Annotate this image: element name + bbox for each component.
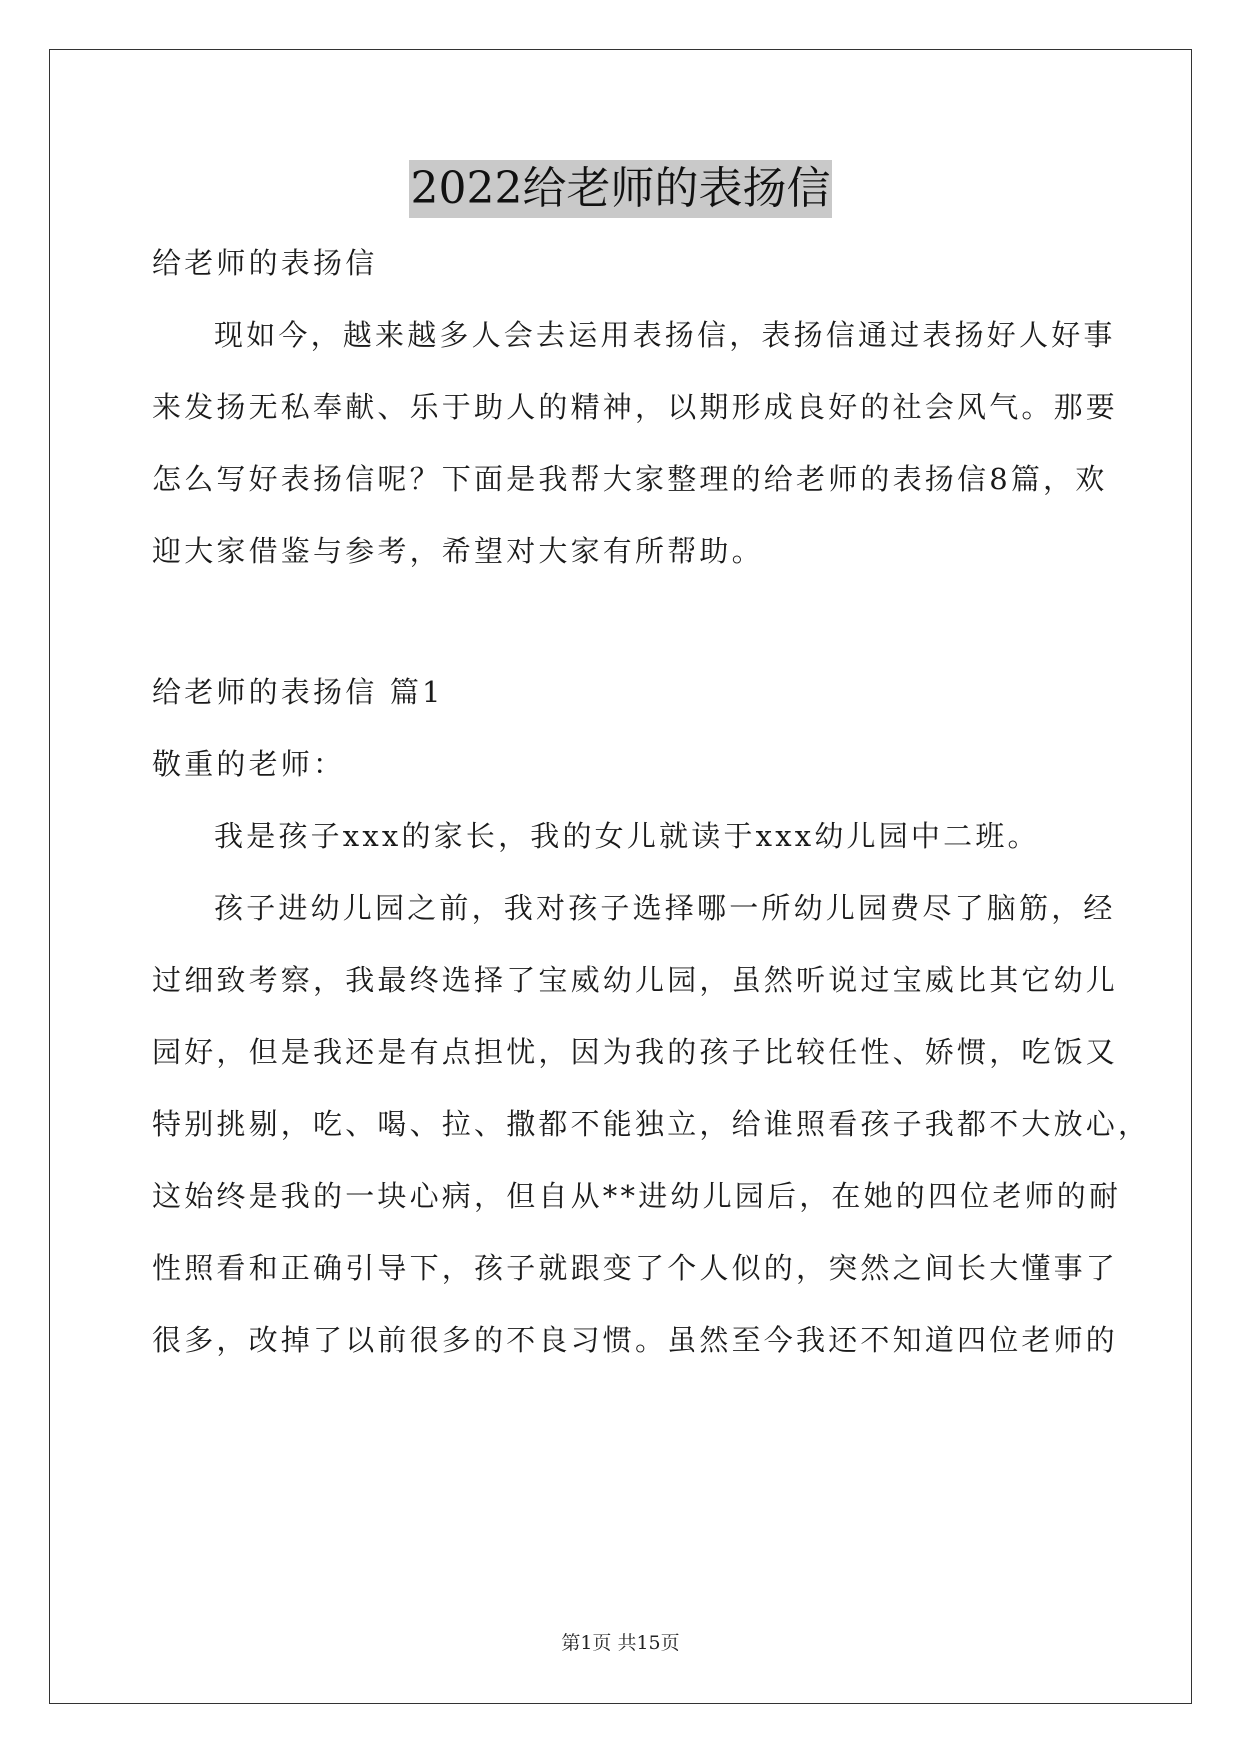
paragraph-line: 迎大家借鉴与参考，希望对大家有所帮助。 [152,534,764,568]
paragraph-line: 过细致考察，我最终选择了宝威幼儿园，虽然听说过宝威比其它幼儿 [152,963,1119,997]
paragraph-line: 孩子进幼儿园之前，我对孩子选择哪一所幼儿园费尽了脑筋，经 [214,891,1116,925]
salutation: 敬重的老师： [152,747,346,781]
paragraph-line: 我是孩子xxx的家长，我的女儿就读于xxx幼儿园中二班。 [214,819,1040,853]
paragraph-line: 特别挑剔，吃、喝、拉、撒都不能独立，给谁照看孩子我都不大放心， [152,1107,1151,1141]
paragraph-line: 现如今，越来越多人会去运用表扬信，表扬信通过表扬好人好事 [214,318,1116,352]
paragraph-line: 这始终是我的一块心病，但自从**进幼儿园后，在她的四位老师的耐 [152,1179,1122,1213]
title-container [0,160,1241,218]
paragraph-line: 很多，改掉了以前很多的不良习惯。虽然至今我还不知道四位老师的 [152,1323,1119,1357]
paragraph-line: 来发扬无私奉献、乐于助人的精神，以期形成良好的社会风气。那要 [152,390,1119,424]
paragraph-line: 怎么写好表扬信呢？下面是我帮大家整理的给老师的表扬信8篇，欢 [152,462,1108,496]
subtitle-line: 给老师的表扬信 [152,246,378,280]
paragraph-line: 性照看和正确引导下，孩子就跟变了个人似的，突然之间长大懂事了 [152,1251,1119,1285]
page-number-footer: 第1页 共15页 [561,1632,680,1654]
section-heading: 给老师的表扬信 篇1 [152,675,444,709]
page-border [49,49,1192,1704]
document-title: 2022给老师的表扬信 [409,160,833,218]
paragraph-line: 园好，但是我还是有点担忧，因为我的孩子比较任性、娇惯，吃饭又 [152,1035,1119,1069]
